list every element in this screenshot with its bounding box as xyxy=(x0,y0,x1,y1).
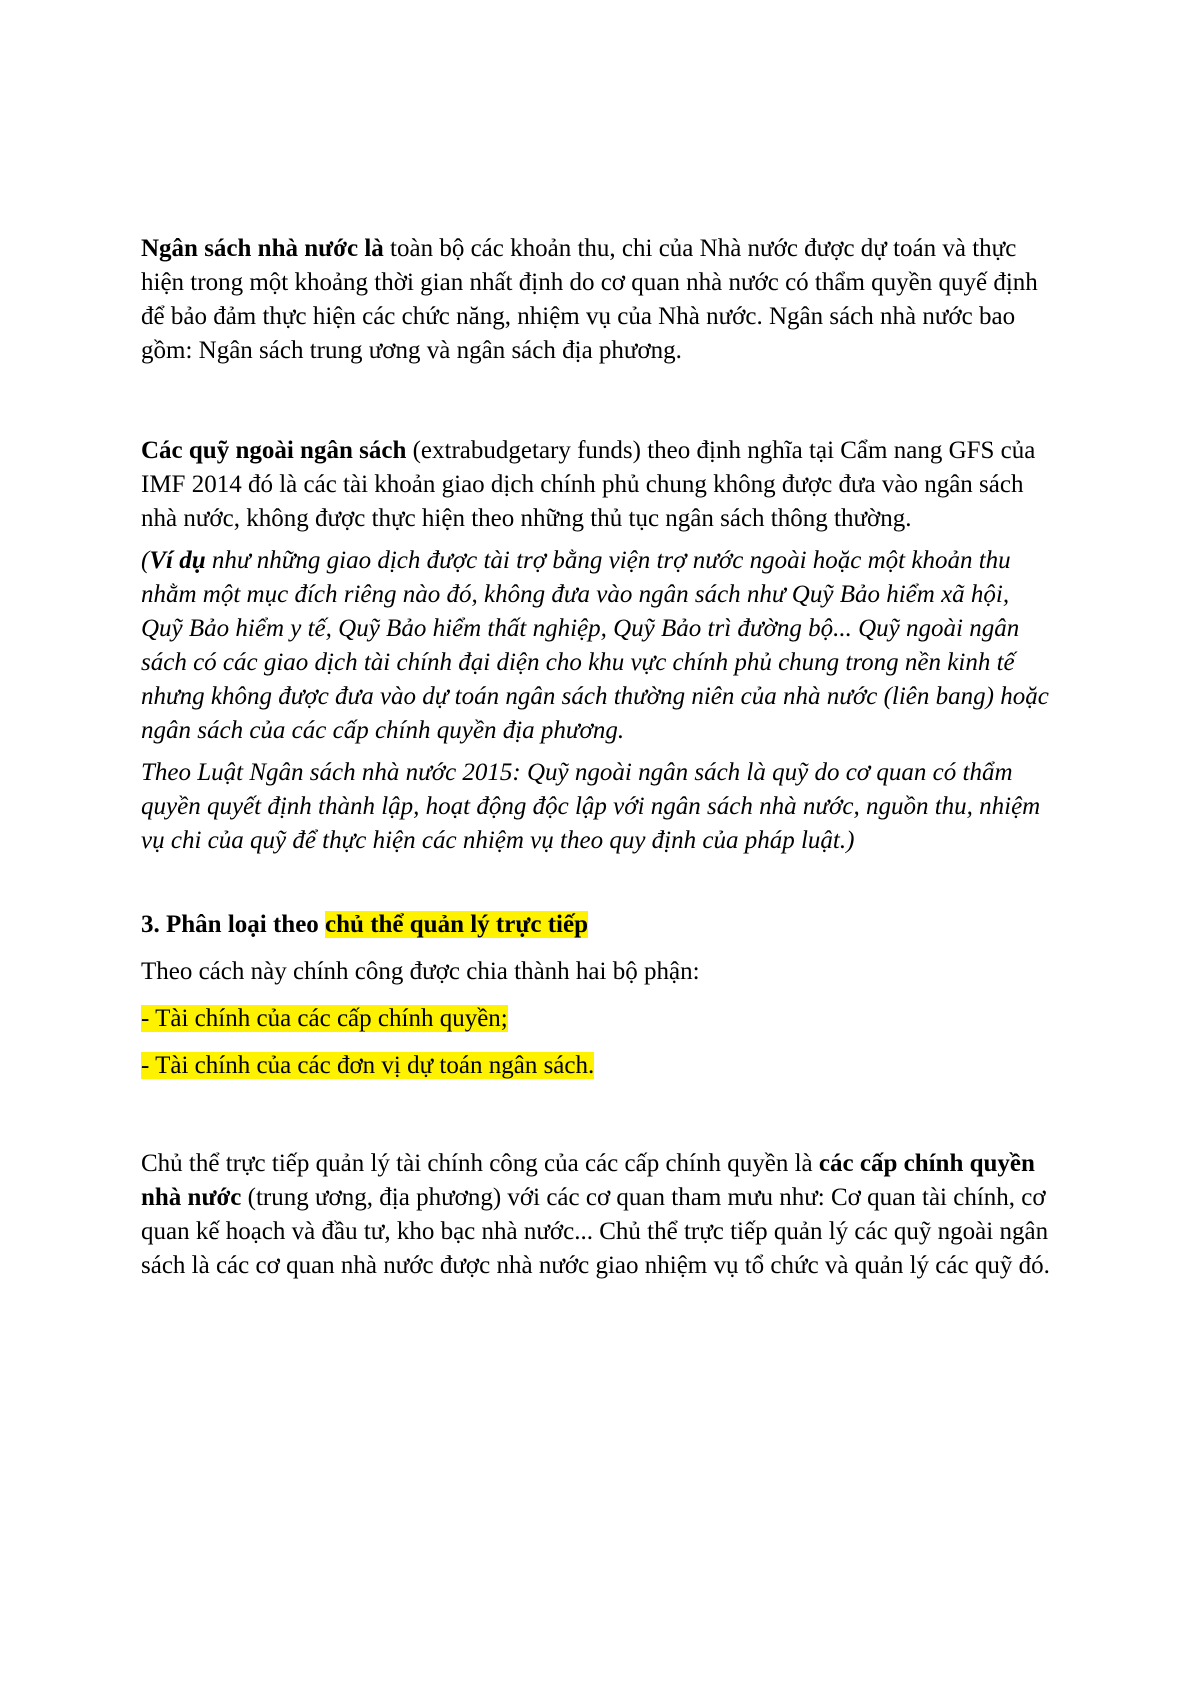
paragraph-text: Theo cách này chính công được chia thành hai bộ phận: xyxy=(141,958,700,985)
heading-highlight: chủ thể quản lý trực tiếp xyxy=(325,911,588,938)
paragraph-text: (extrabudgetary funds) theo định nghĩa tại Cẩm nang GFS của IMF 2014 đó là các tài khoản giao dịch chính phủ chung không được đưa vào ngân sách nhà nước, không được thực hiện theo những thủ tục ngân sách thông thường. xyxy=(141,437,1036,532)
term-state-budget: Ngân sách nhà nước là xyxy=(141,235,384,262)
paragraph-text: Chủ thể trực tiếp quản lý tài chính công của các cấp chính quyền là xyxy=(141,1150,819,1177)
paragraph-extrabudgetary-funds xyxy=(141,434,1051,536)
paragraph-example xyxy=(141,544,1051,748)
paragraph-intro-classification xyxy=(141,955,1051,989)
paragraph-management-subjects xyxy=(141,1147,1051,1283)
section-heading-3 xyxy=(141,908,1051,942)
list-item xyxy=(141,1049,1051,1083)
paragraph-law-2015 xyxy=(141,756,1051,858)
paragraph-text: Theo Luật Ngân sách nhà nước 2015: Quỹ ngoài ngân sách là quỹ do cơ quan có thẩm quyền quyết định thành lập, hoạt động độc lập với ngân sách nhà nước, nguồn thu, nhiệm vụ chi của quỹ để thực hiện các nhiệm vụ theo quy định của pháp luật.) xyxy=(141,759,1041,854)
paragraph-text: như những giao dịch được tài trợ bằng viện trợ nước ngoài hoặc một khoản thu nhằm một mục đích riêng nào đó, không đưa vào ngân sách như Quỹ Bảo hiểm xã hội, Quỹ Bảo hiểm y tế, Quỹ Bảo hiểm thất nghiệp, Quỹ Bảo trì đường bộ... Quỹ ngoài ngân sách có các giao dịch tài chính đại diện cho khu vực chính phủ chung trong nền kinh tế nhưng không được đưa vào dự toán ngân sách thường niên của nhà nước (liên bang) hoặc ngân sách của các cấp chính quyền địa phương. xyxy=(141,547,1049,744)
list-item xyxy=(141,1002,1051,1036)
list-item-text: - Tài chính của các đơn vị dự toán ngân sách. xyxy=(141,1052,595,1079)
term-extrabudgetary-funds: Các quỹ ngoài ngân sách xyxy=(141,437,407,464)
document-body xyxy=(141,232,1051,1283)
term-example: Ví dụ xyxy=(149,547,206,574)
list-item-text: - Tài chính của các cấp chính quyền; xyxy=(141,1005,508,1032)
paragraph-state-budget-definition xyxy=(141,232,1051,368)
paragraph-text: toàn bộ các khoản thu, chi của Nhà nước được dự toán và thực hiện trong một khoảng thời gian nhất định do cơ quan nhà nước có thẩm quyền quyế định để bảo đảm thực hiện các chức năng, nhiệm vụ của Nhà nước. Ngân sách nhà nước bao gồm: Ngân sách trung ương và ngân sách địa phương. xyxy=(141,235,1038,364)
paragraph-text: (trung ương, địa phương) với các cơ quan tham mưu như: Cơ quan tài chính, cơ quan kế hoạch và đầu tư, kho bạc nhà nước... Chủ thể trực tiếp quản lý các quỹ ngoài ngân sách là các cơ quan nhà nước được nhà nước giao nhiệm vụ tổ chức và quản lý các quỹ đó. xyxy=(141,1184,1050,1279)
heading-prefix: 3. Phân loại theo xyxy=(141,911,326,938)
open-paren: ( xyxy=(141,547,150,574)
term-government-levels: các cấp chính quyền nhà nước xyxy=(141,1150,1035,1211)
